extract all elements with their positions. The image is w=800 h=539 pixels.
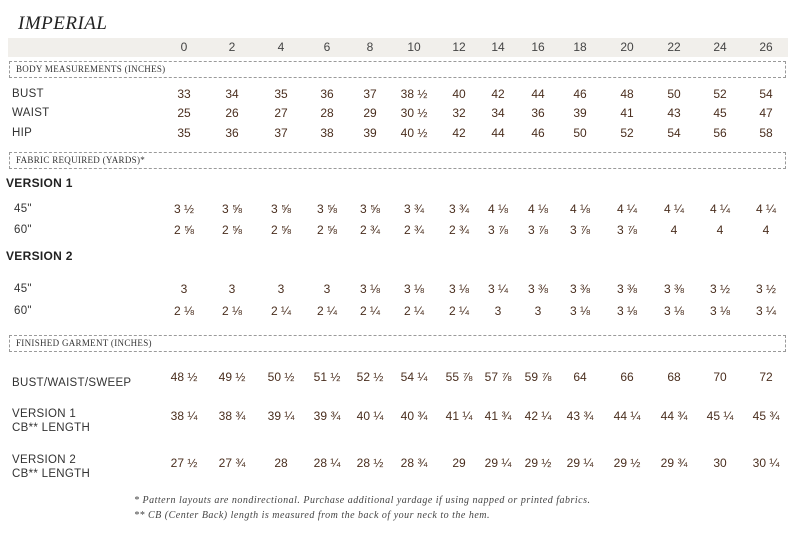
- table-cell: 36: [531, 106, 545, 120]
- size-header-0: 0: [180, 40, 188, 54]
- table-cell: 3 ⅞: [569, 223, 590, 237]
- table-cell: 45 ¾: [752, 409, 780, 423]
- section-title: BODY MEASUREMENTS (INCHES): [16, 64, 166, 74]
- table-cell: 3 ½: [173, 202, 194, 216]
- table-cell: 28 ¼: [313, 456, 341, 470]
- table-cell: 2 ¼: [316, 304, 337, 318]
- size-header-20: 20: [620, 40, 634, 54]
- table-cell: 28 ½: [356, 456, 384, 470]
- row-label: HIP: [12, 127, 33, 139]
- table-cell: 50: [573, 126, 587, 140]
- table-cell: 4 ¼: [709, 202, 730, 216]
- table-cell: 2 ⅛: [173, 304, 194, 318]
- table-cell: 3 ⅝: [270, 202, 291, 216]
- table-cell: 66: [620, 370, 634, 384]
- section-title: FINISHED GARMENT (INCHES): [16, 338, 152, 348]
- table-cell: 3 ⅝: [221, 202, 242, 216]
- table-cell: 3 ⅝: [316, 202, 337, 216]
- table-cell: 29 ½: [613, 456, 641, 470]
- table-cell: 3 ⅛: [448, 282, 469, 296]
- row-label: VERSION 2 CB** LENGTH: [12, 454, 91, 480]
- table-cell: 30: [713, 456, 727, 470]
- table-cell: 33: [177, 87, 191, 101]
- row-label: WAIST: [12, 107, 50, 119]
- table-cell: 28: [274, 456, 288, 470]
- table-cell: 41 ¾: [484, 409, 512, 423]
- table-cell: 58: [759, 126, 773, 140]
- table-cell: 2 ¾: [448, 223, 469, 237]
- table-cell: 50 ½: [267, 370, 295, 384]
- version-heading: VERSION 1: [6, 176, 73, 190]
- section-body-measurements: [9, 61, 786, 78]
- table-cell: 50: [667, 87, 681, 101]
- table-cell: 3: [180, 282, 188, 296]
- table-cell: 48 ½: [170, 370, 198, 384]
- table-cell: 3 ¾: [403, 202, 424, 216]
- footnote-pattern-layouts: * Pattern layouts are nondirectional. Purchase additional yardage if using napped or printed fabrics.: [134, 495, 591, 506]
- table-cell: 29 ¼: [566, 456, 594, 470]
- table-cell: 32: [452, 106, 466, 120]
- table-cell: 25: [177, 106, 191, 120]
- table-cell: 36: [320, 87, 334, 101]
- table-cell: 54: [667, 126, 681, 140]
- table-cell: 42: [491, 87, 505, 101]
- table-cell: 52: [713, 87, 727, 101]
- table-cell: 44: [531, 87, 545, 101]
- table-cell: 3 ⅜: [663, 282, 684, 296]
- table-cell: 2 ¼: [403, 304, 424, 318]
- size-header-6: 6: [323, 40, 331, 54]
- table-cell: 55 ⅞: [445, 370, 473, 384]
- chart-title: IMPERIAL: [18, 13, 108, 34]
- section-finished-garment: [9, 335, 786, 352]
- table-cell: 2 ⅛: [221, 304, 242, 318]
- table-cell: 44 ¼: [613, 409, 641, 423]
- table-cell: 41 ¼: [445, 409, 473, 423]
- table-cell: 2 ⅝: [221, 223, 242, 237]
- table-cell: 44 ¾: [660, 409, 688, 423]
- table-cell: 29 ¼: [484, 456, 512, 470]
- table-cell: 3 ⅛: [569, 304, 590, 318]
- table-cell: 2 ¾: [403, 223, 424, 237]
- table-cell: 52 ½: [356, 370, 384, 384]
- table-cell: 47: [759, 106, 773, 120]
- table-cell: 2 ⅝: [270, 223, 291, 237]
- table-cell: 2 ⅝: [316, 223, 337, 237]
- table-cell: 4 ¼: [755, 202, 776, 216]
- size-header-14: 14: [491, 40, 505, 54]
- table-cell: 3 ⅜: [569, 282, 590, 296]
- table-cell: 52: [620, 126, 634, 140]
- table-cell: 3 ⅞: [527, 223, 548, 237]
- table-cell: 3 ½: [755, 282, 776, 296]
- table-cell: 29: [452, 456, 466, 470]
- size-header-12: 12: [452, 40, 466, 54]
- size-header-24: 24: [713, 40, 727, 54]
- footnote-cb-length: ** CB (Center Back) length is measured from the back of your neck to the hem.: [134, 510, 491, 521]
- size-header-26: 26: [759, 40, 773, 54]
- table-cell: 35: [177, 126, 191, 140]
- table-cell: 45: [713, 106, 727, 120]
- size-header-8: 8: [366, 40, 374, 54]
- table-cell: 27 ¾: [218, 456, 246, 470]
- table-cell: 29 ½: [524, 456, 552, 470]
- table-cell: 45 ¼: [706, 409, 734, 423]
- table-cell: 35: [274, 87, 288, 101]
- table-cell: 41: [620, 106, 634, 120]
- table-cell: 51 ½: [313, 370, 341, 384]
- table-cell: 37: [363, 87, 377, 101]
- row-label: BUST/WAIST/SWEEP: [12, 377, 132, 389]
- table-cell: 42: [452, 126, 466, 140]
- row-label: 60": [14, 224, 32, 236]
- table-cell: 39: [573, 106, 587, 120]
- table-cell: 4: [762, 223, 770, 237]
- table-cell: 42 ¼: [524, 409, 552, 423]
- table-cell: 3 ⅞: [616, 223, 637, 237]
- table-cell: 70: [713, 370, 727, 384]
- table-cell: 2 ¼: [270, 304, 291, 318]
- table-cell: 4 ⅛: [487, 202, 508, 216]
- table-cell: 3 ⅛: [663, 304, 684, 318]
- row-label: VERSION 1 CB** LENGTH: [12, 408, 91, 434]
- size-header-18: 18: [573, 40, 587, 54]
- table-cell: 39 ¼: [267, 409, 295, 423]
- table-cell: 38 ½: [400, 87, 428, 101]
- table-cell: 54 ¼: [400, 370, 428, 384]
- table-cell: 68: [667, 370, 681, 384]
- table-cell: 39 ¾: [313, 409, 341, 423]
- table-cell: 4 ¼: [616, 202, 637, 216]
- table-cell: 3 ¾: [448, 202, 469, 216]
- size-header-10: 10: [407, 40, 421, 54]
- table-cell: 4 ⅛: [569, 202, 590, 216]
- table-cell: 4: [716, 223, 724, 237]
- table-cell: 30 ½: [400, 106, 428, 120]
- row-label: BUST: [12, 88, 44, 100]
- table-cell: 3 ⅝: [359, 202, 380, 216]
- table-cell: 3: [228, 282, 236, 296]
- table-cell: 3: [534, 304, 542, 318]
- table-cell: 36: [225, 126, 239, 140]
- table-cell: 4 ¼: [663, 202, 684, 216]
- table-cell: 4 ⅛: [527, 202, 548, 216]
- table-cell: 29 ¾: [660, 456, 688, 470]
- section-title: FABRIC REQUIRED (YARDS)*: [16, 155, 146, 165]
- table-cell: 30 ¼: [752, 456, 780, 470]
- table-cell: 49 ½: [218, 370, 246, 384]
- table-cell: 3: [277, 282, 285, 296]
- table-cell: 34: [225, 87, 239, 101]
- table-cell: 3 ⅜: [616, 282, 637, 296]
- table-cell: 48: [620, 87, 634, 101]
- table-cell: 3 ¼: [487, 282, 508, 296]
- table-cell: 64: [573, 370, 587, 384]
- row-label: 45": [14, 203, 32, 215]
- table-cell: 3: [323, 282, 331, 296]
- section-fabric-required: [9, 152, 786, 169]
- table-cell: 27 ½: [170, 456, 198, 470]
- table-cell: 40 ¾: [400, 409, 428, 423]
- table-cell: 44: [491, 126, 505, 140]
- table-cell: 54: [759, 87, 773, 101]
- table-cell: 40 ¼: [356, 409, 384, 423]
- table-cell: 39: [363, 126, 377, 140]
- table-cell: 2 ¼: [359, 304, 380, 318]
- table-cell: 59 ⅞: [524, 370, 552, 384]
- row-label: 60": [14, 305, 32, 317]
- size-header-2: 2: [228, 40, 236, 54]
- table-cell: 46: [573, 87, 587, 101]
- table-cell: 56: [713, 126, 727, 140]
- table-cell: 27: [274, 106, 288, 120]
- version-heading: VERSION 2: [6, 249, 73, 263]
- row-label: 45": [14, 283, 32, 295]
- table-cell: 2 ⅝: [173, 223, 194, 237]
- table-cell: 3 ⅛: [709, 304, 730, 318]
- table-cell: 43: [667, 106, 681, 120]
- table-cell: 2 ¾: [359, 223, 380, 237]
- table-cell: 38 ¼: [170, 409, 198, 423]
- size-header-22: 22: [667, 40, 681, 54]
- table-cell: 46: [531, 126, 545, 140]
- table-cell: 72: [759, 370, 773, 384]
- table-cell: 3 ⅛: [403, 282, 424, 296]
- table-cell: 2 ¼: [448, 304, 469, 318]
- table-cell: 3 ⅛: [359, 282, 380, 296]
- table-cell: 26: [225, 106, 239, 120]
- table-cell: 40: [452, 87, 466, 101]
- table-cell: 3 ½: [709, 282, 730, 296]
- table-cell: 40 ½: [400, 126, 428, 140]
- size-header-16: 16: [531, 40, 545, 54]
- size-header-4: 4: [277, 40, 285, 54]
- table-cell: 3 ¼: [755, 304, 776, 318]
- table-cell: 38 ¾: [218, 409, 246, 423]
- table-cell: 28 ¾: [400, 456, 428, 470]
- table-cell: 3: [494, 304, 502, 318]
- table-cell: 3 ⅜: [527, 282, 548, 296]
- table-cell: 29: [363, 106, 377, 120]
- table-cell: 4: [670, 223, 678, 237]
- table-cell: 3 ⅞: [487, 223, 508, 237]
- table-cell: 43 ¾: [566, 409, 594, 423]
- table-cell: 34: [491, 106, 505, 120]
- table-cell: 28: [320, 106, 334, 120]
- table-cell: 38: [320, 126, 334, 140]
- table-cell: 3 ⅛: [616, 304, 637, 318]
- table-cell: 37: [274, 126, 288, 140]
- table-cell: 57 ⅞: [484, 370, 512, 384]
